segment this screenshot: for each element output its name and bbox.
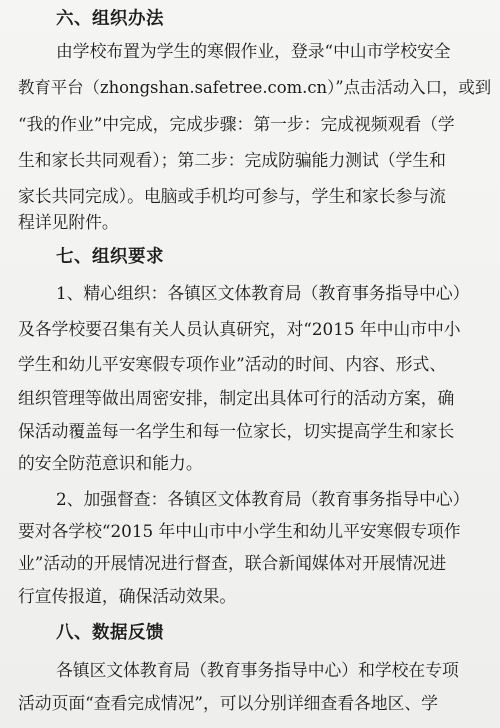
paragraph-line: 及各学校要召集有关人员认真研究，对“2015 年中山市中小 <box>18 319 461 339</box>
paragraph-line: “我的作业”中完成，完成步骤：第一步：完成视频观看（学 <box>18 114 455 134</box>
section-heading-organization-requirements: 七、组织要求 <box>56 247 164 267</box>
paragraph-line: 活动页面“查看完成情况”，可以分别详细查看各地区、学 <box>18 693 438 713</box>
paragraph-line: 行宣传报道，确保活动效果。 <box>18 586 237 606</box>
paragraph-line: 的安全防范意识和能力。 <box>18 453 203 473</box>
paragraph-line: 要对各学校“2015 年中山市中小学生和幼儿平安寒假专项作 <box>18 521 461 541</box>
paragraph-line: 程详见附件。 <box>18 212 119 232</box>
paragraph-line: 生和家长共同观看）；第二步：完成防骗能力测试（学生和 <box>18 150 446 170</box>
paragraph-line: 组织管理等做出周密安排，制定出具体可行的活动方案，确 <box>18 388 455 408</box>
paragraph-line: 2、加强督查：各镇区文体教育局（教育事务指导中心） <box>56 489 470 509</box>
paragraph-line: 业”活动的开展情况进行督查，联合新闻媒体对开展情况进 <box>18 553 447 573</box>
paragraph-line: 学生和幼儿平安寒假专项作业”活动的时间、内容、形式、 <box>18 354 447 374</box>
paragraph-line: 由学校布置为学生的寒假作业，登录“中山市学校安全 <box>56 41 451 61</box>
section-heading-data-feedback: 八、数据反馈 <box>56 623 164 643</box>
paragraph-line: 各镇区文体教育局（教育事务指导中心）和学校在专项 <box>56 660 459 680</box>
paragraph-line: 教育平台（zhongshan.safetree.com.cn）”点击活动入口，或到 <box>18 78 492 97</box>
paragraph-line: 保活动覆盖每一名学生和每一位家长，切实提高学生和家长 <box>18 421 455 441</box>
paragraph-line: 家长共同完成）。电脑或手机均可参与，学生和家长参与流 <box>18 186 446 206</box>
section-heading-organization-method: 六、组织办法 <box>56 9 164 29</box>
paragraph-line: 1、精心组织：各镇区文体教育局（教育事务指导中心） <box>56 283 470 303</box>
